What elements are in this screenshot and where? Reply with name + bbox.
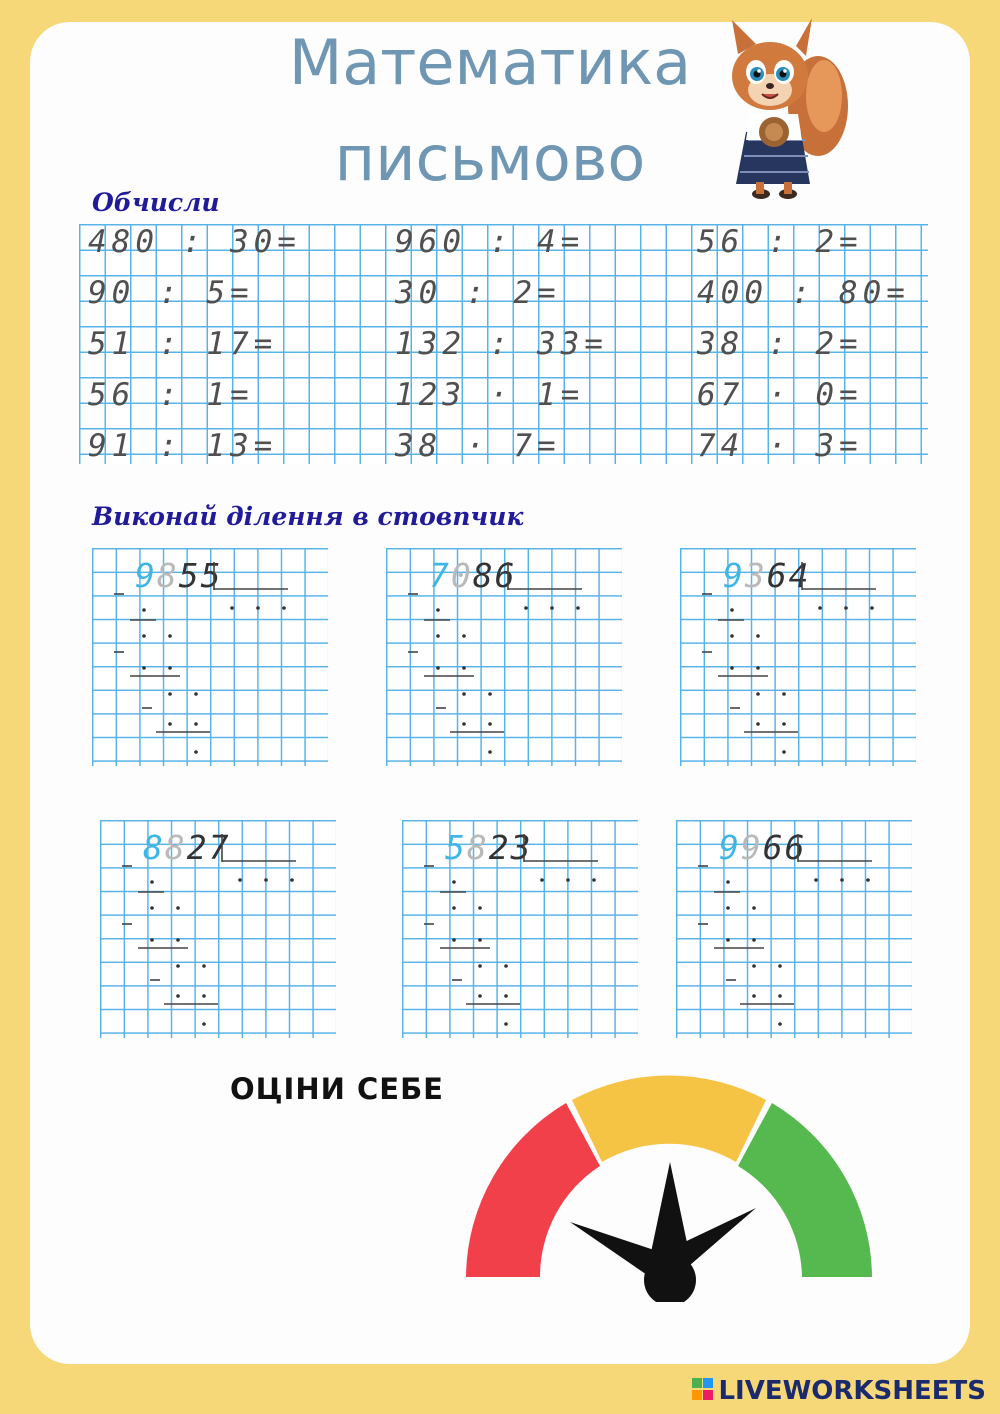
digit-4: 3 [510, 828, 533, 867]
long-division-exercise [100, 820, 336, 1038]
liveworksheets-logo-icon [692, 1378, 714, 1402]
calc-expression: 132 : 33= [395, 326, 608, 362]
title-line-1: Математика [288, 26, 692, 99]
self-assessment-label: ОЦІНИ СЕБЕ [230, 1072, 444, 1106]
digit-4: 7 [208, 828, 231, 867]
calc-expression: 56 : 2= [697, 224, 863, 260]
digit-3: 2 [186, 828, 209, 867]
calc-expression: 74 · 3= [697, 428, 863, 464]
division-scaffold [680, 548, 916, 766]
long-division-exercise [680, 548, 916, 766]
digit-1: 5 [445, 828, 467, 867]
division-scaffold [676, 820, 912, 1038]
digit-3: 2 [488, 828, 511, 867]
division-scaffold [402, 820, 638, 1038]
calc-expression: 960 : 4= [395, 224, 585, 260]
calc-expression: 38 · 7= [395, 428, 561, 464]
calc-expression: 30 : 2= [395, 275, 561, 311]
digit-2: 8 [164, 828, 187, 867]
digit-3: 6 [762, 828, 785, 867]
digit-4: 6 [494, 556, 517, 595]
long-division-exercise [676, 820, 912, 1038]
calc-expression: 38 : 2= [697, 326, 863, 362]
digit-2: 9 [740, 828, 763, 867]
digit-4: 4 [788, 556, 811, 595]
section-label-long-division: Виконай ділення в стовпчик [92, 502, 524, 531]
gauge-needles-icon [570, 1162, 756, 1302]
calc-expression: 123 · 1= [395, 377, 585, 413]
self-assessment-gauge[interactable] [460, 1072, 880, 1302]
division-scaffold [92, 548, 328, 766]
division-scaffold [386, 548, 622, 766]
long-division-exercise [402, 820, 638, 1038]
liveworksheets-brand: LIVEWORKSHEETS [718, 1376, 986, 1406]
calc-expression: 480 : 30= [88, 224, 301, 260]
calc-expression: 67 · 0= [697, 377, 863, 413]
calc-expression: 91 : 13= [88, 428, 278, 464]
section-label-calculate: Обчисли [92, 188, 220, 217]
calc-expression: 90 : 5= [88, 275, 254, 311]
digit-2: 8 [156, 556, 179, 595]
digit-2: 0 [450, 556, 473, 595]
calc-expression: 56 : 1= [88, 377, 254, 413]
digit-3: 8 [472, 556, 495, 595]
squirrel-mascot-icon [706, 14, 856, 210]
digit-1: 9 [723, 556, 745, 595]
digit-1: 8 [143, 828, 165, 867]
digit-1: 7 [429, 556, 451, 595]
calc-expression: 51 : 17= [88, 326, 278, 362]
digit-1: 9 [719, 828, 741, 867]
digit-2: 3 [744, 556, 767, 595]
calc-expression: 400 : 80= [697, 275, 910, 311]
digit-1: 9 [135, 556, 157, 595]
gauge-segment-low[interactable] [466, 1103, 600, 1277]
digit-3: 5 [178, 556, 201, 595]
digit-2: 8 [466, 828, 489, 867]
digit-3: 6 [766, 556, 789, 595]
gauge-segment-high[interactable] [738, 1103, 872, 1277]
division-scaffold [100, 820, 336, 1038]
digit-4: 5 [200, 556, 223, 595]
title-line-2: письмово [334, 122, 646, 195]
long-division-exercise [92, 548, 328, 766]
digit-4: 6 [784, 828, 807, 867]
long-division-exercise [386, 548, 622, 766]
gauge-segment-mid[interactable] [572, 1075, 766, 1162]
